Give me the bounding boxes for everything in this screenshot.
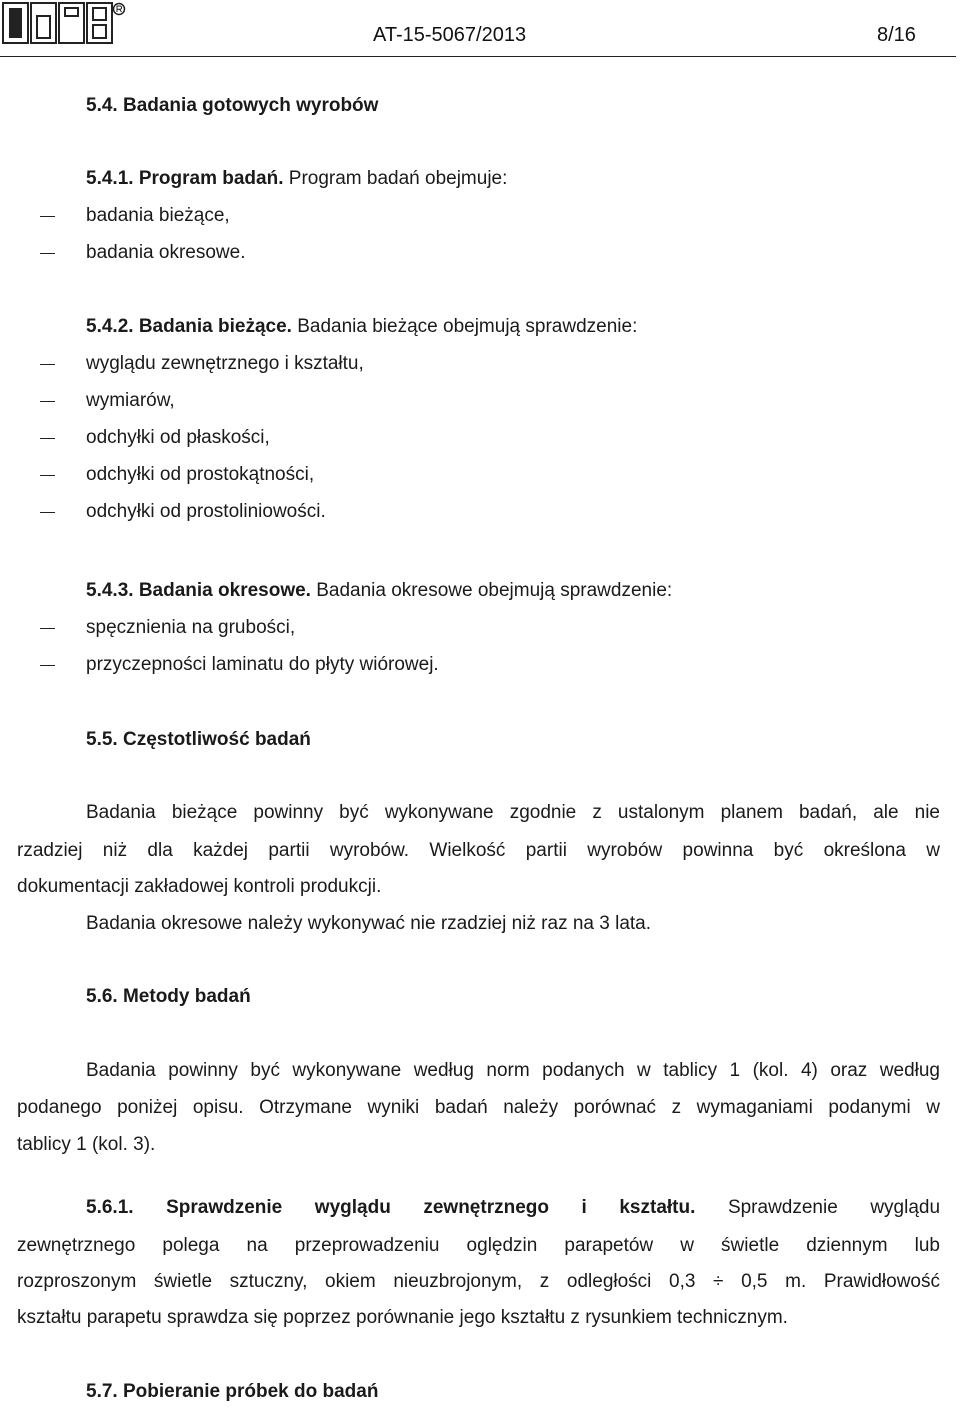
list-item: odchyłki od płaskości,: [86, 427, 270, 448]
section-heading: 5.5. Częstotliwość badań: [86, 729, 311, 750]
paragraph-line: podanego poniżej opisu. Otrzymane wyniki badań należy porównać z wymaganiami podanymi w: [17, 1097, 940, 1118]
dash-bullet: [40, 253, 55, 254]
section-heading: 5.4. Badania gotowych wyrobów: [86, 95, 379, 116]
dash-bullet: [40, 665, 55, 666]
paragraph-line: rozproszonym świetle sztuczny, okiem nieuzbrojonym, z odległości 0,3 ÷ 0,5 m. Prawidłowość: [17, 1271, 940, 1292]
document-code: AT-15-5067/2013: [373, 24, 527, 46]
paragraph-line: zewnętrznego polega na przeprowadzeniu oględzin parapetów w świetle dziennym lub: [17, 1235, 940, 1256]
dash-bullet: [40, 401, 55, 402]
list-item: spęcznienia na grubości,: [86, 617, 296, 638]
list-item: badania bieżące,: [86, 205, 230, 226]
paragraph-line: dokumentacji zakładowej kontroli produkcji.: [17, 876, 382, 897]
paragraph-line: Badania bieżące powinny być wykonywane zgodnie z ustalonym planem badań, ale nie: [86, 802, 940, 823]
dash-bullet: [40, 364, 55, 365]
subsection-line: 5.4.3. Badania okresowe. Badania okresowe obejmują sprawdzenie:: [86, 580, 673, 601]
subsection-line: 5.6.1. Sprawdzenie wyglądu zewnętrznego i kształtu. Sprawdzenie wyglądu: [86, 1197, 941, 1218]
paragraph-line: Badania okresowe należy wykonywać nie rzadziej niż raz na 3 lata.: [86, 913, 652, 934]
section-heading: 5.7. Pobieranie próbek do badań: [86, 1381, 379, 1402]
paragraph-line: kształtu parapetu sprawdza się poprzez porównanie jego kształtu z rysunkiem technicznym.: [17, 1307, 788, 1328]
paragraph-line: Badania powinny być wykonywane według norm podanych w tablicy 1 (kol. 4) oraz według: [86, 1060, 940, 1081]
dash-bullet: [40, 216, 55, 217]
dash-bullet: [40, 628, 55, 629]
paragraph-line: tablicy 1 (kol. 3).: [17, 1134, 156, 1155]
dash-bullet: [40, 475, 55, 476]
header-divider: [0, 56, 956, 57]
list-item: wyglądu zewnętrznego i kształtu,: [86, 353, 364, 374]
list-item: odchyłki od prostoliniowości.: [86, 501, 326, 522]
list-item: przyczepności laminatu do płyty wiórowej.: [86, 654, 439, 675]
subsection-line: 5.4.1. Program badań. Program badań obejmuje:: [86, 168, 508, 189]
page-number: 8/16: [877, 24, 916, 46]
paragraph-line: rzadziej niż dla każdej partii wyrobów. Wielkość partii wyrobów powinna być określona w: [17, 840, 940, 861]
subsection-line: 5.4.2. Badania bieżące. Badania bieżące obejmują sprawdzenie:: [86, 316, 638, 337]
dash-bullet: [40, 438, 55, 439]
dash-bullet: [40, 512, 55, 513]
list-item: badania okresowe.: [86, 242, 246, 263]
list-item: odchyłki od prostokątności,: [86, 464, 315, 485]
itb-logo-icon: [2, 2, 126, 46]
section-heading: 5.6. Metody badań: [86, 986, 251, 1007]
list-item: wymiarów,: [86, 390, 175, 411]
